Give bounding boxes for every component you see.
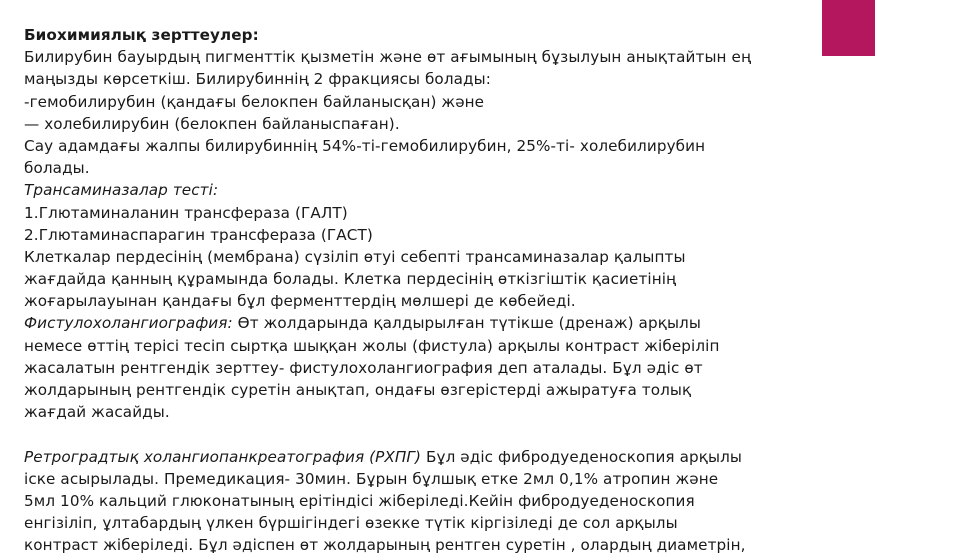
slide-text	[24, 24, 924, 557]
list-item: 2.Глютаминаспарагин трансфераза (ГАСТ)	[24, 225, 373, 244]
text-line: жағдайда қанның құрамында болады. Клетка пердесінің өткізгіштік қасиетінің	[24, 270, 677, 289]
text-line: болады.	[24, 159, 90, 178]
text-line: немесе өттің терісі тесіп сыртқа шыққан жолы (фистула) арқылы контраст жіберіліп	[24, 336, 720, 355]
text-line: іске асырылады. Премедикация- 30мин. Бұрын бұлшық етке 2мл 0,1% атропин және	[24, 469, 719, 488]
retro-line	[24, 446, 924, 468]
text-line: маңызды көрсеткіш. Билирубиннің 2 фракциясы болады:	[24, 70, 491, 89]
transaminase-title: Трансаминазалар тесті:	[24, 181, 219, 200]
fistulo-line	[24, 312, 924, 334]
section-heading: Биохимиялық зерттеулер:	[24, 26, 259, 44]
retro-title: Ретроградтық холангиопанкреатография (РХПГ)	[24, 447, 422, 466]
text-line: 5мл 10% кальций глюконатының ерітіндісі жіберіледі.Кейін фибродуеденоскопия	[24, 491, 695, 510]
fistulo-text: Өт жолдарында қалдырылған түтікше (дренаж) арқылы	[232, 314, 701, 333]
text-line: жолдарының рентгендік суретін анықтап, ондағы өзгерістерді ажыратуға толық	[24, 381, 692, 399]
text-line: жоғарылауынан қандағы бұл ферменттердің мөлшері де көбейеді.	[24, 292, 576, 311]
text-line: Сау адамдағы жалпы билирубиннің 54%-ті-гемобилирубин, 25%-ті- холебилирубин	[24, 136, 706, 155]
retro-text: Бұл әдіс фибродуеденоскопия арқылы	[421, 447, 742, 466]
list-item: 1.Глютаминаланин трансфераза (ГАЛТ)	[24, 203, 348, 222]
text-line: Клеткалар пердесінің (мембрана) сүзіліп өтуі себепті трансаминазалар қалыпты	[24, 247, 686, 266]
text-line: енгізіліп, ұлтабардың үлкен бүршігіндегі өзекке түтік кіргізіледі де сол арқылы	[24, 514, 678, 533]
text-line: жасалатын рентгендік зерттеу- фистулохолангиография деп аталады. Бұл әдіс өт	[24, 358, 703, 377]
spacer	[24, 423, 924, 445]
fistulo-title: Фистулохолангиография:	[24, 314, 233, 333]
text-line: контраст жіберіледі. Бұл әдіспен өт жолдарының рентген суретін , олардың диаметрін,	[24, 536, 746, 555]
text-line: -гемобилирубин (қандағы белокпен байланысқан) және	[24, 92, 485, 111]
text-line: жағдай жасайды.	[24, 403, 170, 422]
text-line: Билирубин бауырдың пигменттік қызметін және өт ағымының бұзылуын анықтайтын ең	[24, 48, 752, 67]
text-line: — холебилирубин (белокпен байланыспаған).	[24, 114, 400, 133]
